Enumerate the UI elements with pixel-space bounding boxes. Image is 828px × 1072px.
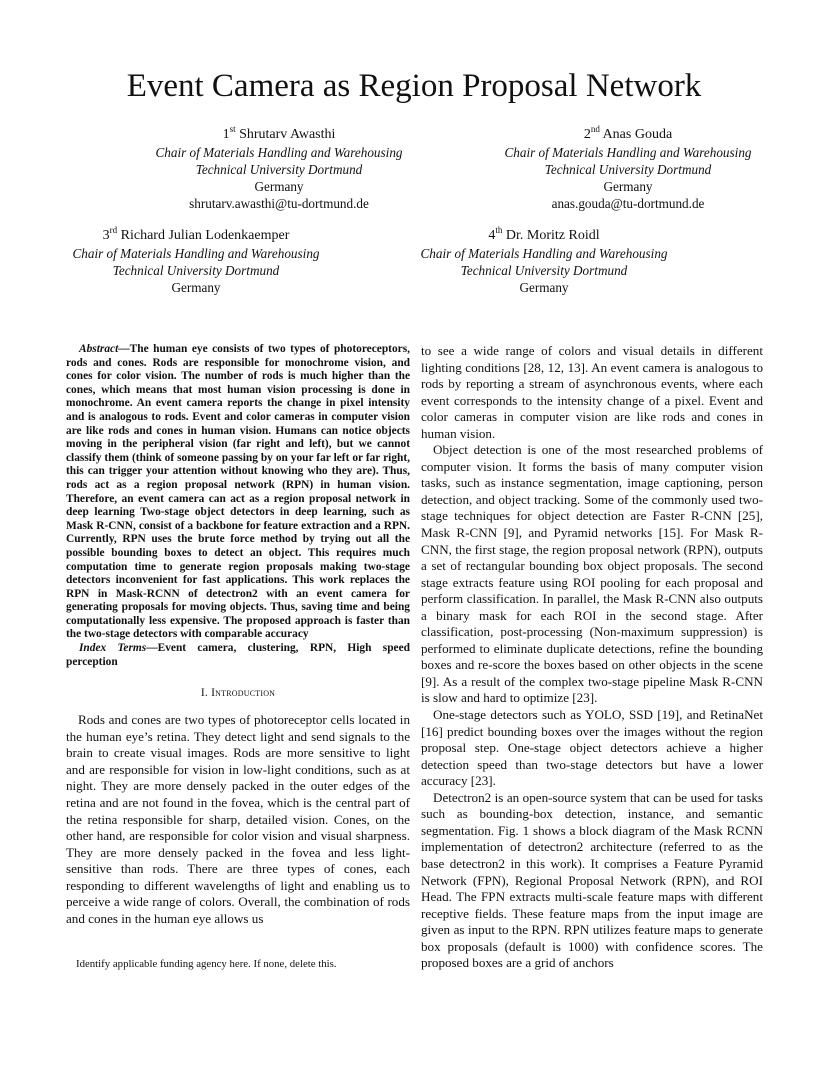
abstract xyxy=(66,343,410,642)
body-paragraph: One-stage detectors such as YOLO, SSD [19], and RetinaNet [16] predict bounding boxes over the images without the region proposal step. One-stage object detectors achieve a higher detection speed than two-stage detectors but have a lower accuracy [23]. xyxy=(421,707,763,789)
section-heading-introduction xyxy=(66,686,410,699)
author-institution: Technical University Dortmund xyxy=(195,162,363,177)
index-terms-label: Index Terms xyxy=(79,642,147,655)
author-name: Shrutarv Awasthi xyxy=(239,127,336,142)
author-ordinal: 4 xyxy=(488,228,496,243)
author-affiliation: Chair of Materials Handling and Warehousing xyxy=(504,145,752,160)
body-paragraph: Rods and cones are two types of photoreceptor cells located in the human eye’s retina. They detect light and send signals to the brain to create visual images. Rods are more sensitive to light and are responsible for vision in low-light conditions, such as at night. They are more densely packed in the outer edges of the retina and are not found in the fovea, which is the central part of the retina responsible for sharp, detailed vision. Cones, on the other hand, are responsible for color vision and visual sharpness. They are more densely packed in the fovea and less light-sensitive than rods. There are three types of cones, each responding to different wavelengths of light and enabling us to perceive a wide range of colors. Overall, the combination of rods and cones in the human eye allows us xyxy=(66,712,410,926)
author-name-line xyxy=(46,226,346,245)
body-paragraph: Detectron2 is an open-source system that can be used for tasks such as bounding-box detection, instance, and semantic segmentation. Fig. 1 shows a block diagram of the Mask RCNN implementation of detectron2 architecture (referred to as the base detectron2 in this work). It comprises a Feature Pyramid Network (FPN), Regional Proposal Network (RPN), and ROI Head. The FPN extracts multi-scale feature maps with different receptive fields. These feature maps from the input image are given as input to the RPN. RPN utilizes feature maps to generate box proposals (default is 1000) with confidence scores. The proposed boxes are a grid of anchors xyxy=(421,789,763,971)
abstract-text: —The human eye consists of two types of photoreceptors, rods and cones. Rods are responsible for monochrome vision, and cones for color vision. The number of rods is much higher than the cones, which means that most human vision processing is done in monochrome. An event camera reports the change in pixel intensity and is analogous to rods. Event and color cameras in computer vision are like rods and cones in human vision. Humans can notice objects moving in the peripheral vision (far right and left), but we cannot classify them (think of someone passing by on your far left or far right, this can trigger your attention without knowing who they are). Thus, rods act as a region proposal network (RPN) in human vision. Therefore, an event camera can act as a region proposal network in deep learning Two-stage object detectors in deep learning, such as Mask R-CNN, consist of a backbone for feature extraction and a RPN. Currently, RPN uses the brute force method by trying out all the possible bounding boxes to detect an object. This requires much computation time to generate region proposals making two-stage detectors inconvenient for fast applications. This work replaces the RPN in Mask-RCNN of detectron2 with an event camera for generating proposals for moving objects. Thus, saving time and being computationally less expensive. The proposed approach is faster than the two-stage detectors with comparable accuracy xyxy=(66,343,410,641)
author-ordinal: 3 xyxy=(102,228,110,243)
author-block-3 xyxy=(46,226,346,296)
author-affiliation: Chair of Materials Handling and Warehousing xyxy=(420,246,668,261)
author-name: Anas Gouda xyxy=(602,127,673,142)
author-name: Richard Julian Lodenkaemper xyxy=(120,228,290,243)
funding-footnote: Identify applicable funding agency here. If none, delete this. xyxy=(76,958,337,970)
author-country: Germany xyxy=(254,179,304,194)
right-column xyxy=(421,343,763,972)
index-terms-text: —Event camera, clustering, RPN, High speed perception xyxy=(66,642,410,668)
author-name-line xyxy=(129,125,429,144)
author-email[interactable]: shrutarv.awasthi@tu-dortmund.de xyxy=(189,196,369,211)
author-ordinal-suffix: nd xyxy=(590,124,600,134)
author-block-2 xyxy=(478,125,778,212)
section-numeral: I. xyxy=(200,686,208,700)
author-institution: Technical University Dortmund xyxy=(112,263,280,278)
author-name: Dr. Moritz Roidl xyxy=(505,228,600,243)
author-ordinal-suffix: st xyxy=(229,124,236,134)
author-name-line xyxy=(394,226,694,245)
author-ordinal-suffix: rd xyxy=(109,225,118,235)
section-title: Introduction xyxy=(211,686,276,700)
paper-title: Event Camera as Region Proposal Network xyxy=(126,68,702,104)
body-paragraph: to see a wide range of colors and visual details in different lighting conditions [28, 12, 13]. An event camera is analogous to rods by reporting a stream of asynchronous events, where each event corresponds to the intensity change of a pixel. Event and color cameras in computer vision are like rods and cones in human vision. xyxy=(421,343,763,441)
abstract-label: Abstract xyxy=(79,343,119,355)
author-affiliation: Chair of Materials Handling and Warehousing xyxy=(155,145,403,160)
author-institution: Technical University Dortmund xyxy=(544,162,712,177)
author-country: Germany xyxy=(603,179,653,194)
author-country: Germany xyxy=(171,280,221,295)
author-email[interactable]: anas.gouda@tu-dortmund.de xyxy=(551,196,705,211)
author-institution: Technical University Dortmund xyxy=(460,263,628,278)
author-ordinal: 2 xyxy=(583,127,591,142)
author-ordinal-suffix: th xyxy=(495,225,503,235)
author-affiliation: Chair of Materials Handling and Warehousing xyxy=(72,246,320,261)
author-block-1 xyxy=(129,125,429,212)
left-column xyxy=(66,343,410,927)
author-block-4 xyxy=(394,226,694,296)
author-name-line xyxy=(478,125,778,144)
body-paragraph: Object detection is one of the most researched problems of computer vision. It forms the basis of many computer vision tasks, such as instance segmentation, image captioning, person detection, and object tracking. Some of the commonly used two-stage techniques for object detection are Faster R-CNN [25], Mask R-CNN [9], and Pyramid networks [15]. For Mask R-CNN, the first stage, the region proposal network (RPN), outputs a set of rectangular bounding box object proposals. The second stage extracts feature using ROI pooling for each proposal and perform classification. In parallel, the Mask R-CNN also outputs a binary mask for each ROI in the second stage. After classification, post-processing (Non-maximum suppression) is performed to eliminate duplicate detections, refine the bounding boxes and re-score the boxes based on other objects in the scene [9]. As a result of the complex two-stage pipeline Mask R-CNN is slow and hard to optimize [23]. xyxy=(421,442,763,706)
index-terms xyxy=(66,642,410,669)
author-country: Germany xyxy=(519,280,569,295)
author-ordinal: 1 xyxy=(222,127,230,142)
